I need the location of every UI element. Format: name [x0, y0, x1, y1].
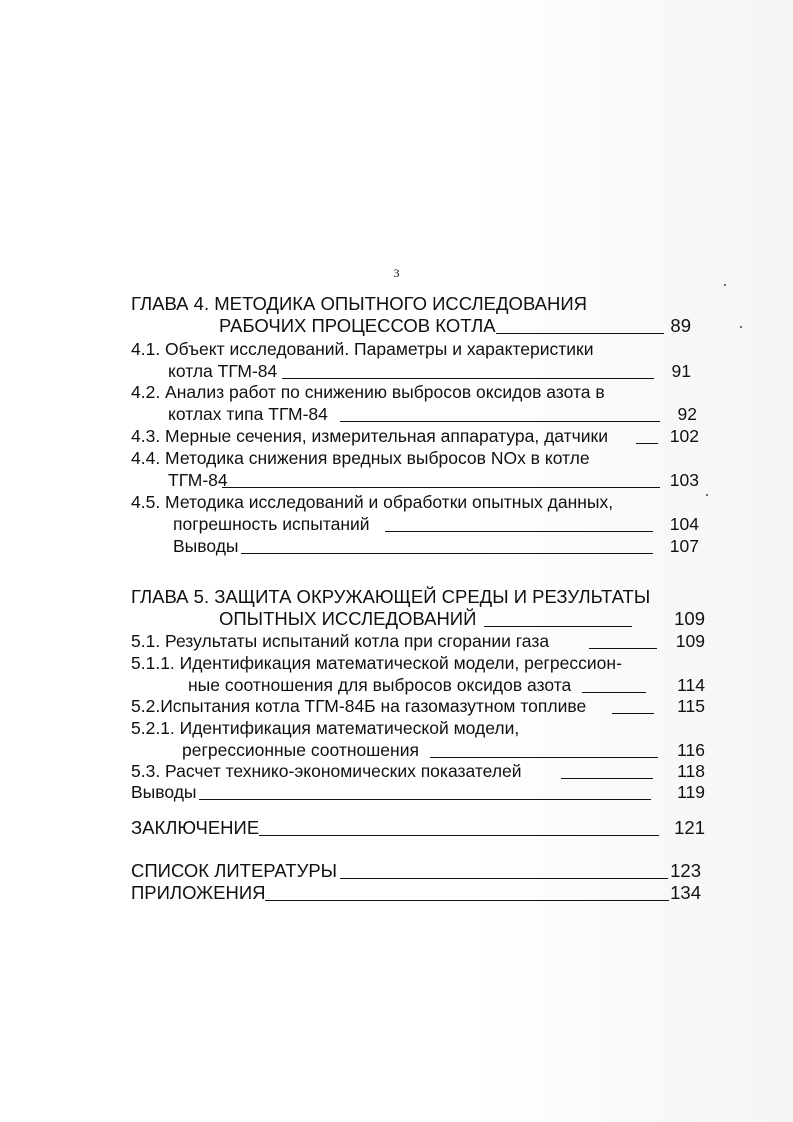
dot-leader: [282, 378, 654, 379]
dot-leader: [265, 900, 669, 901]
toc-entry[interactable]: Выводы 119: [131, 782, 705, 802]
toc-entry-line: 5.1.1. Идентификация математической модели, регрессион-: [131, 653, 622, 673]
dot-leader: [340, 878, 668, 879]
page-number: 3: [393, 266, 400, 280]
toc-entry[interactable]: 5.3. Расчет технико-экономических показателей 118: [131, 761, 705, 781]
dot-leader: [582, 692, 646, 693]
toc-entry-line: 5.2.1. Идентификация математической модели,: [131, 718, 520, 738]
dot-leader: [241, 553, 653, 554]
page-ref: 119: [677, 782, 705, 802]
chapter4-title-entry[interactable]: РАБОЧИХ ПРОЦЕССОВ КОТЛА 89: [219, 315, 691, 336]
toc-entry[interactable]: ТГМ-84 103: [168, 470, 699, 490]
page-ref: 107: [669, 536, 699, 556]
toc-entry[interactable]: ные соотношения для выбросов оксидов азота 114: [188, 675, 705, 695]
page-ref: 123: [670, 860, 701, 881]
dot-leader: [430, 757, 658, 758]
toc-entry-line: 4.2. Анализ работ по снижению выбросов оксидов азота в: [131, 382, 605, 402]
scan-speck: [724, 284, 726, 286]
page-ref: 92: [677, 404, 697, 424]
page-ref: 118: [677, 761, 705, 781]
dot-leader: [561, 778, 653, 779]
chapter5-title-entry[interactable]: ОПЫТНЫХ ИССЛЕДОВАНИЙ 109: [219, 608, 705, 629]
chapter4-title-line1: ГЛАВА 4. МЕТОДИКА ОПЫТНОГО ИССЛЕДОВАНИЯ: [131, 293, 588, 314]
toc-entry[interactable]: погрешность испытаний 104: [173, 514, 699, 534]
conclusion-entry[interactable]: ЗАКЛЮЧЕНИЕ 121: [131, 817, 705, 838]
toc-entry-line: 4.4. Методика снижения вредных выбросов NOx в котле: [131, 448, 590, 468]
dot-leader: [385, 531, 653, 532]
page-ref: 115: [677, 696, 705, 716]
chapter5-title-line1: ГЛАВА 5. ЗАЩИТА ОКРУЖАЮЩЕЙ СРЕДЫ И РЕЗУЛЬТАТЫ: [131, 586, 651, 607]
toc-entry[interactable]: котла ТГМ-84 91: [168, 361, 691, 381]
toc-entry[interactable]: регрессионные соотношения 116: [182, 740, 705, 760]
scan-speck: [740, 326, 742, 328]
dot-leader: [259, 835, 659, 836]
page-ref: 103: [669, 470, 699, 490]
page-ref: 134: [670, 882, 701, 903]
toc-entry[interactable]: 5.2.Испытания котла ТГМ-84Б на газомазутном топливе 115: [131, 696, 705, 716]
dot-leader: [484, 626, 632, 627]
toc-entry-line: 4.1. Объект исследований. Параметры и характеристики: [131, 339, 594, 359]
references-entry[interactable]: СПИСОК ЛИТЕРАТУРЫ 123: [131, 860, 701, 881]
dot-leader: [340, 421, 660, 422]
toc-entry-line: 4.5. Методика исследований и обработки опытных данных,: [131, 492, 614, 512]
page-ref: 114: [677, 675, 705, 695]
dot-leader: [222, 487, 660, 488]
toc-entry[interactable]: котлах типа ТГМ-84 92: [168, 404, 697, 424]
page-ref: 91: [671, 361, 691, 381]
page-ref: 116: [677, 740, 705, 760]
page-ref: 89: [670, 315, 691, 336]
page-ref: 121: [674, 817, 705, 838]
page-ref: 109: [674, 608, 705, 629]
page-ref: 102: [669, 426, 699, 446]
toc-entry[interactable]: 4.3. Мерные сечения, измерительная аппаратура, датчики 102: [131, 426, 699, 446]
toc-entry[interactable]: Выводы 107: [173, 536, 699, 556]
toc-entry[interactable]: 5.1. Результаты испытаний котла при сгорании газа 109: [131, 631, 705, 651]
scan-speck: [706, 494, 708, 496]
page-ref: 104: [669, 514, 699, 534]
dot-leader: [199, 799, 651, 800]
appendices-entry[interactable]: ПРИЛОЖЕНИЯ 134: [131, 882, 701, 903]
page-ref: 109: [675, 631, 705, 651]
